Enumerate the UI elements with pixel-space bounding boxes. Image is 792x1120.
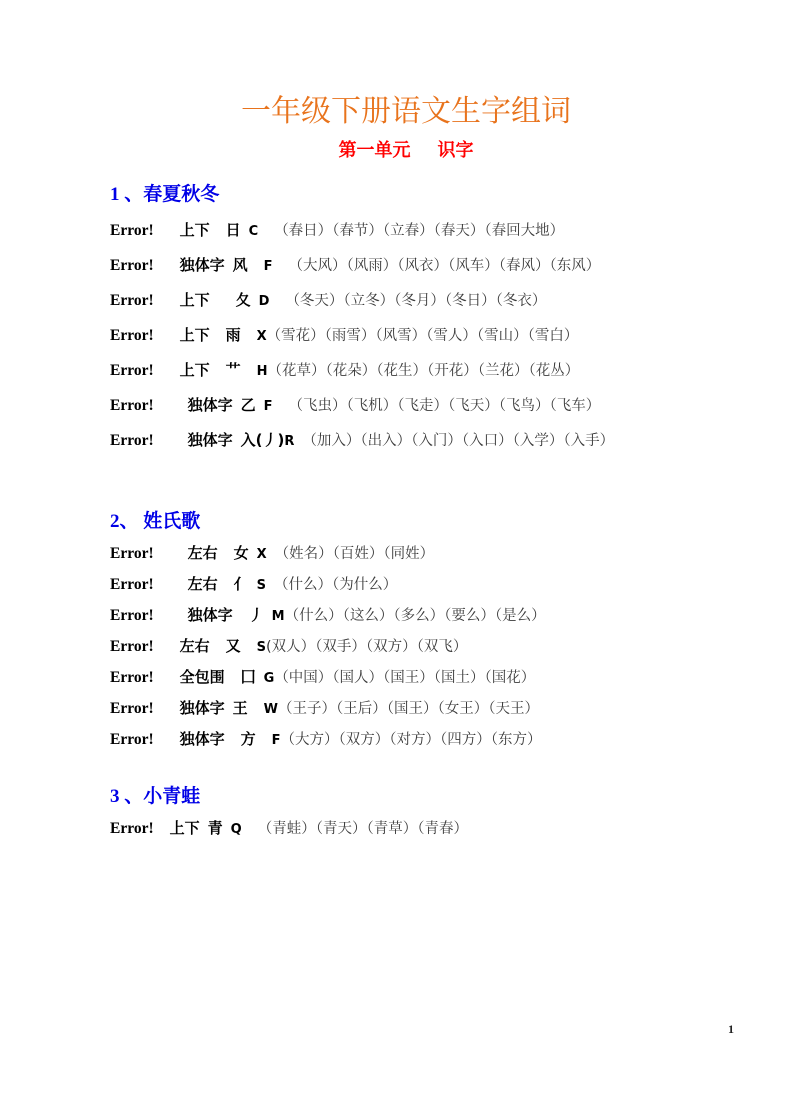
error-label: Error! xyxy=(110,222,154,239)
structure-label: 独体字 xyxy=(179,730,225,748)
structure-label: 上下 xyxy=(179,221,210,239)
word-list: （大风）（风雨）（风衣）（风车）（春风）（东风） xyxy=(288,258,601,274)
word-list: （飞虫）（飞机）（飞走）（飞天）（飞鸟）（飞车） xyxy=(288,398,601,414)
structure-label: 全包围 xyxy=(179,668,225,686)
structure-label: 独体字 xyxy=(179,699,225,717)
entry-row xyxy=(110,207,702,242)
word-list: （什么）（这么）（多么）（要么）（是么） xyxy=(284,608,546,624)
radical-glyph: 风 xyxy=(232,256,248,274)
page-subtitle: 第一单元 识字 xyxy=(338,140,474,160)
pinyin-initial: X xyxy=(256,547,267,562)
pinyin-initial: F xyxy=(263,259,273,274)
structure-label: 上下 xyxy=(169,819,200,837)
structure-label: 独体字 xyxy=(187,606,233,624)
word-list: （姓名）（百姓）（同姓） xyxy=(274,546,435,562)
pinyin-initial: G xyxy=(263,671,275,686)
entry-row xyxy=(110,809,702,840)
error-label: Error! xyxy=(110,257,154,274)
word-list: （雪花）（雨雪）（风雪）（雪人）（雪山）（雪白） xyxy=(266,328,579,344)
entry-row xyxy=(110,689,702,720)
word-list: （冬天）（立冬）（冬月）（冬日）（冬衣） xyxy=(285,293,547,309)
radical-glyph: 亻 xyxy=(233,575,249,593)
structure-label: 左右 xyxy=(179,637,210,655)
pinyin-initial: D xyxy=(258,294,270,309)
pinyin-initial: Q xyxy=(230,822,242,837)
entry-row xyxy=(110,242,702,277)
pinyin-initial: R xyxy=(284,434,295,449)
pinyin-initial: C xyxy=(248,224,259,239)
page-title: 一年级下册语文生字组词 xyxy=(241,95,571,128)
radical-glyph: 方 xyxy=(240,730,256,748)
radical-glyph: 夂 xyxy=(235,291,251,309)
word-list: （青蛙）（青天）（青草）（青春） xyxy=(257,821,468,837)
error-label: Error! xyxy=(110,607,154,624)
pinyin-initial: S xyxy=(256,640,267,655)
page-number: 1 xyxy=(728,1022,734,1036)
error-label: Error! xyxy=(110,576,154,593)
radical-glyph: 囗 xyxy=(240,668,256,686)
word-list: （大方）（双方）（对方）（四方）（东方） xyxy=(280,732,542,748)
radical-glyph: 女 xyxy=(233,544,249,562)
error-label: Error! xyxy=(110,292,154,309)
word-list: （花草）（花朵）（花生）（开花）（兰花）（花丛） xyxy=(267,363,580,379)
word-list: （春日）（春节）（立春）（春天）（春回大地） xyxy=(274,223,565,239)
error-label: Error! xyxy=(110,327,154,344)
radical-glyph: 日 xyxy=(225,221,241,239)
word-list: （王子）（王后）（国王）（女王）（天王） xyxy=(277,701,539,717)
error-label: Error! xyxy=(110,545,154,562)
entry-row xyxy=(110,720,702,751)
entry-row xyxy=(110,347,702,382)
entry-row xyxy=(110,312,702,347)
structure-label: 上下 xyxy=(179,361,210,379)
word-list: （加入）（出入）（入门）（入口）（入学）（入手） xyxy=(302,433,615,449)
entry-row xyxy=(110,382,702,417)
radical-glyph: 青 xyxy=(207,819,223,837)
section-heading-1: 1 、春夏秋冬 xyxy=(110,184,220,205)
radical-glyph: 王 xyxy=(232,699,248,717)
pinyin-initial: S xyxy=(256,578,267,593)
section-heading-2: 2、 姓氏歌 xyxy=(110,511,201,532)
radical-glyph: 艹 xyxy=(225,361,241,379)
pinyin-initial: M xyxy=(271,609,285,624)
radical-glyph: 雨 xyxy=(225,326,241,344)
error-label: Error! xyxy=(110,432,154,449)
error-label: Error! xyxy=(110,731,154,748)
structure-label: 左右 xyxy=(187,544,218,562)
structure-label: 左右 xyxy=(187,575,218,593)
entry-row xyxy=(110,627,702,658)
document-content xyxy=(110,0,702,840)
structure-label: 独体字 xyxy=(187,431,233,449)
entry-row xyxy=(110,417,702,452)
entry-row xyxy=(110,534,702,565)
radical-glyph: 丿 xyxy=(248,606,264,624)
error-label: Error! xyxy=(110,397,154,414)
word-list: （中国）（国人）（国王）（国土）（国花） xyxy=(274,670,536,686)
pinyin-initial: F xyxy=(271,733,281,748)
word-list: （什么）（为什么） xyxy=(274,577,398,593)
error-label: Error! xyxy=(110,820,154,837)
pinyin-initial: H xyxy=(256,364,268,379)
structure-label: 上下 xyxy=(179,291,210,309)
word-list: (双人）（双手）（双方）（双飞） xyxy=(266,639,468,655)
radical-glyph: 乙 xyxy=(240,396,256,414)
error-label: Error! xyxy=(110,362,154,379)
structure-label: 独体字 xyxy=(187,396,233,414)
error-label: Error! xyxy=(110,638,154,655)
radical-glyph: 又 xyxy=(225,637,241,655)
pinyin-initial: F xyxy=(263,399,273,414)
error-label: Error! xyxy=(110,669,154,686)
entry-row xyxy=(110,277,702,312)
section-spacer xyxy=(110,452,702,470)
entry-row xyxy=(110,658,702,689)
error-label: Error! xyxy=(110,700,154,717)
pinyin-initial: X xyxy=(256,329,267,344)
radical-glyph: 入(丿) xyxy=(240,431,285,449)
structure-label: 上下 xyxy=(179,326,210,344)
entry-row xyxy=(110,596,702,627)
pinyin-initial: W xyxy=(263,702,278,717)
entry-row xyxy=(110,565,702,596)
structure-label: 独体字 xyxy=(179,256,225,274)
section-heading-3: 3 、小青蛙 xyxy=(110,786,201,807)
